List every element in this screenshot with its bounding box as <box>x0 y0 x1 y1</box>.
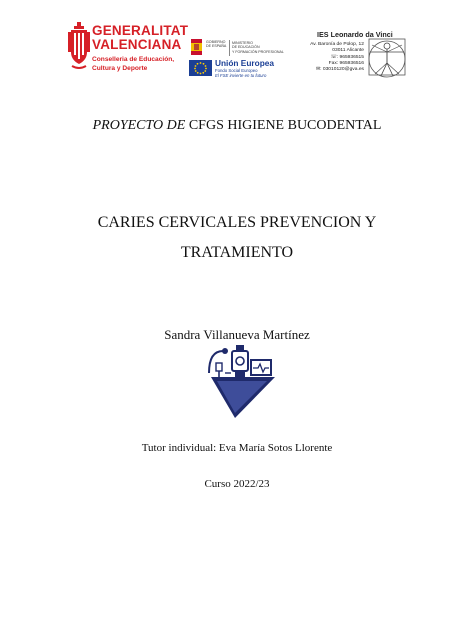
ies-contact <box>300 42 364 73</box>
author-name: Sandra Villanueva Martínez <box>164 327 310 342</box>
gobierno-label: GOBIERNO DE ESPAÑA <box>206 40 227 49</box>
ies-city: 03011 Alicante <box>332 48 364 54</box>
spain-coat-of-arms-icon <box>191 39 202 55</box>
generalitat-logo <box>68 22 90 74</box>
project-prefix: PROYECTO DE <box>92 118 186 133</box>
fondo-social-label: Fondo Social Europeo <box>215 68 258 73</box>
tutor-line: Tutor individual: Eva María Sotos Llorente <box>141 442 333 454</box>
title-line-2: TRATAMIENTO <box>180 244 294 261</box>
ies-fax: Fax: 965936516 <box>328 60 364 66</box>
generalitat-title: GENERALITAT VALENCIANA <box>92 23 189 52</box>
document-title <box>0 208 474 268</box>
title-line-1: CARIES CERVICALES PREVENCION Y <box>97 214 377 231</box>
union-europea-title: Unión Europea <box>215 58 275 68</box>
ies-email: ✉: 03010120@gva.es <box>316 67 364 73</box>
generalitat-subtitle: Conselleria de Educación, Cultura y Deporte <box>92 56 175 72</box>
fse-motto: El FSE invierte en tu futuro <box>215 73 267 78</box>
eu-flag-icon <box>189 60 212 76</box>
vitruvian-man-icon <box>365 35 409 79</box>
course-line: Curso 2022/23 <box>204 478 270 490</box>
ministerio-divider <box>229 40 230 56</box>
project-program: CFGS HIGIENE BUCODENTAL <box>185 118 382 133</box>
dental-equipment-logo <box>205 343 277 419</box>
ies-address: Av. Baronía de Polop, 12 <box>310 42 364 47</box>
project-heading <box>0 118 474 134</box>
ies-name: IES Leonardo da Vinci <box>317 30 393 39</box>
ies-phone: ☏: 965936515 <box>330 54 364 60</box>
ministerio-label: MINISTERIO DE EDUCACIÓN Y FORMACIÓN PROFESIONAL <box>232 41 284 54</box>
